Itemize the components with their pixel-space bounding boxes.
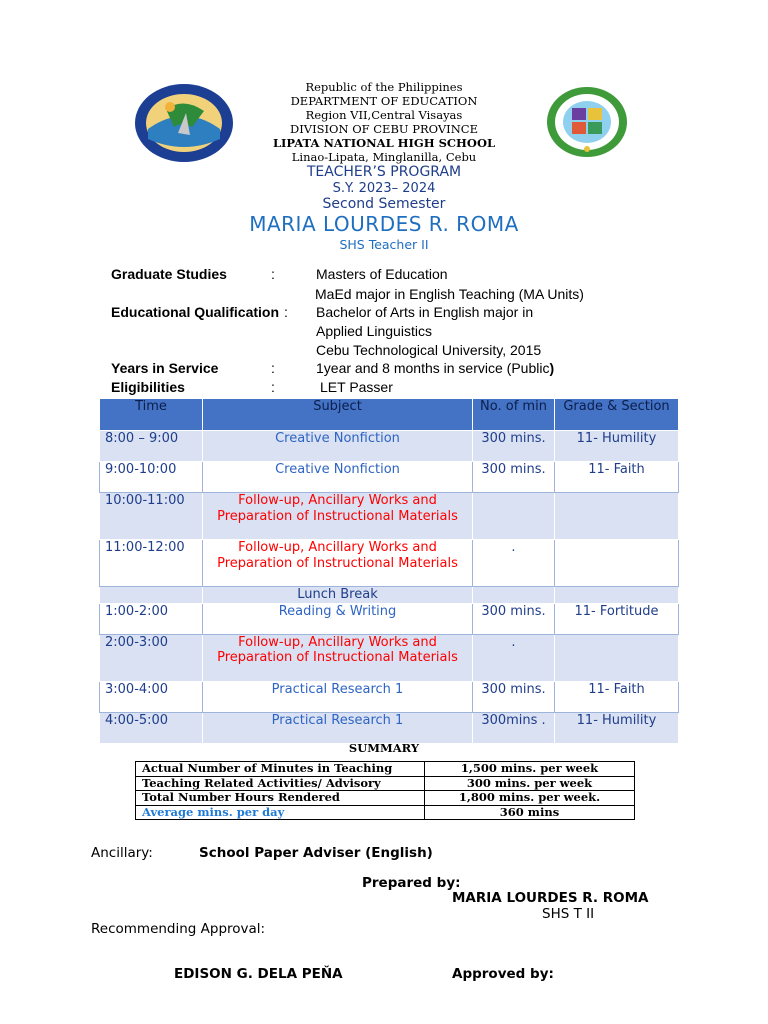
- row-minutes: 300 mins.: [473, 603, 555, 634]
- ancillary-value: School Paper Adviser (English): [199, 845, 433, 861]
- row-minutes: .: [473, 634, 555, 681]
- summary-row: [136, 805, 635, 820]
- recommending-approval-label: Recommending Approval:: [91, 921, 266, 937]
- lunch-blank-right: [555, 587, 679, 604]
- table-row: [100, 712, 679, 743]
- schedule-table: [99, 398, 679, 744]
- lunch-blank-mid: [473, 587, 555, 604]
- row-time: 3:00-4:00: [100, 681, 203, 712]
- semester: Second Semester: [322, 196, 446, 212]
- table-row: [100, 634, 679, 681]
- table-row: [100, 462, 679, 493]
- eligibilities-value: LET Passer: [320, 379, 393, 395]
- table-row: [100, 431, 679, 462]
- schedule-header-row: [100, 399, 679, 431]
- row-subject: Reading & Writing: [203, 603, 473, 634]
- row-section: 11- Fortitude: [555, 603, 679, 634]
- edu-colon: :: [284, 304, 288, 320]
- graduate-studies-value: Masters of Education: [316, 266, 448, 282]
- preparer-name: MARIA LOURDES R. ROMA: [452, 890, 649, 906]
- graduate-colon: :: [271, 266, 275, 282]
- elig-colon: :: [271, 379, 275, 395]
- row-subject: Creative Nonfiction: [203, 431, 473, 462]
- row-section: [555, 493, 679, 540]
- summary-title: SUMMARY: [348, 741, 420, 755]
- header-region: Region VII,Central Visayas: [305, 108, 463, 122]
- teacher-rank: SHS Teacher II: [339, 237, 429, 252]
- header-minutes: No. of min: [473, 399, 555, 431]
- summary-row: [136, 762, 635, 777]
- row-section: 11- Humility: [555, 712, 679, 743]
- edu-value-degree: Bachelor of Arts in English major in: [316, 304, 534, 320]
- table-row: [100, 681, 679, 712]
- prepared-by-label: Prepared by:: [362, 875, 461, 891]
- row-time: 9:00-10:00: [100, 462, 203, 493]
- row-time: 2:00-3:00: [100, 634, 203, 681]
- row-time: 1:00-2:00: [100, 603, 203, 634]
- row-section: [555, 540, 679, 587]
- row-time: 10:00-11:00: [100, 493, 203, 540]
- row-subject: Follow-up, Ancillary Works and Preparation of Instructional Materials: [203, 634, 473, 681]
- header-school: LIPATA NATIONAL HIGH SCHOOL: [272, 136, 496, 150]
- header-grade-section: Grade & Section: [555, 399, 679, 431]
- row-section: 11- Faith: [555, 681, 679, 712]
- approved-by-label: Approved by:: [452, 966, 554, 982]
- row-subject: Practical Research 1: [203, 712, 473, 743]
- row-subject: Follow-up, Ancillary Works and Preparation of Instructional Materials: [203, 493, 473, 540]
- summary-row: [136, 776, 635, 791]
- row-section: [555, 634, 679, 681]
- row-subject: Creative Nonfiction: [203, 462, 473, 493]
- years-in-service-value: 1year and 8 months in service (Public): [316, 360, 555, 376]
- eligibilities-label: Eligibilities: [111, 379, 185, 395]
- graduate-studies-label: Graduate Studies: [111, 266, 227, 282]
- lunch-blank-left: [100, 587, 203, 604]
- educational-qualification-label: Educational Qualification: [111, 304, 280, 320]
- row-minutes: 300 mins.: [473, 681, 555, 712]
- row-subject: Practical Research 1: [203, 681, 473, 712]
- row-minutes: 300 mins.: [473, 431, 555, 462]
- summary-value: 1,800 mins. per week.: [425, 791, 635, 806]
- school-year: S.Y. 2023– 2024: [332, 181, 436, 196]
- summary-value: 300 mins. per week: [425, 776, 635, 791]
- summary-label: Total Number Hours Rendered: [136, 791, 425, 806]
- row-minutes: 300 mins.: [473, 462, 555, 493]
- row-minutes: .: [473, 540, 555, 587]
- teacher-name: MARIA LOURDES R. ROMA: [249, 212, 519, 236]
- years-colon: :: [271, 360, 275, 376]
- recommender-name: EDISON G. DELA PEŇA: [174, 966, 343, 982]
- row-section: 11- Faith: [555, 462, 679, 493]
- program-title: TEACHER’S PROGRAM: [306, 164, 462, 180]
- summary-value: 360 mins: [425, 805, 635, 820]
- summary-table: [135, 761, 635, 820]
- header-time: Time: [100, 399, 203, 431]
- edu-value-university: Cebu Technological University, 2015: [316, 342, 542, 358]
- header-department: DEPARTMENT OF EDUCATION: [290, 94, 478, 108]
- ancillary-label: Ancillary:: [91, 845, 153, 861]
- summary-row: [136, 791, 635, 806]
- row-minutes: 300mins .: [473, 712, 555, 743]
- row-section: 11- Humility: [555, 431, 679, 462]
- header-republic: Republic of the Philippines: [305, 80, 463, 94]
- summary-label: Average mins. per day: [136, 805, 425, 820]
- summary-label: Actual Number of Minutes in Teaching: [136, 762, 425, 777]
- header-division: DIVISION OF CEBU PROVINCE: [290, 122, 478, 136]
- preparer-rank: SHS T II: [542, 906, 595, 922]
- summary-label: Teaching Related Activities/ Advisory: [136, 776, 425, 791]
- graduate-studies-major: MaEd major in English Teaching (MA Units): [315, 286, 584, 302]
- row-minutes: [473, 493, 555, 540]
- header-subject: Subject: [203, 399, 473, 431]
- row-subject: Follow-up, Ancillary Works and Preparation of Instructional Materials: [203, 540, 473, 587]
- lunch-row: [100, 587, 679, 604]
- edu-value-major: Applied Linguistics: [316, 323, 432, 339]
- table-row: [100, 540, 679, 587]
- row-time: 11:00-12:00: [100, 540, 203, 587]
- row-time: 4:00-5:00: [100, 712, 203, 743]
- table-row: [100, 493, 679, 540]
- summary-value: 1,500 mins. per week: [425, 762, 635, 777]
- row-time: 8:00 – 9:00: [100, 431, 203, 462]
- header-address: Linao-Lipata, Minglanilla, Cebu: [291, 150, 477, 164]
- lunch-break: Lunch Break: [203, 587, 473, 604]
- table-row: [100, 603, 679, 634]
- years-in-service-label: Years in Service: [111, 360, 219, 376]
